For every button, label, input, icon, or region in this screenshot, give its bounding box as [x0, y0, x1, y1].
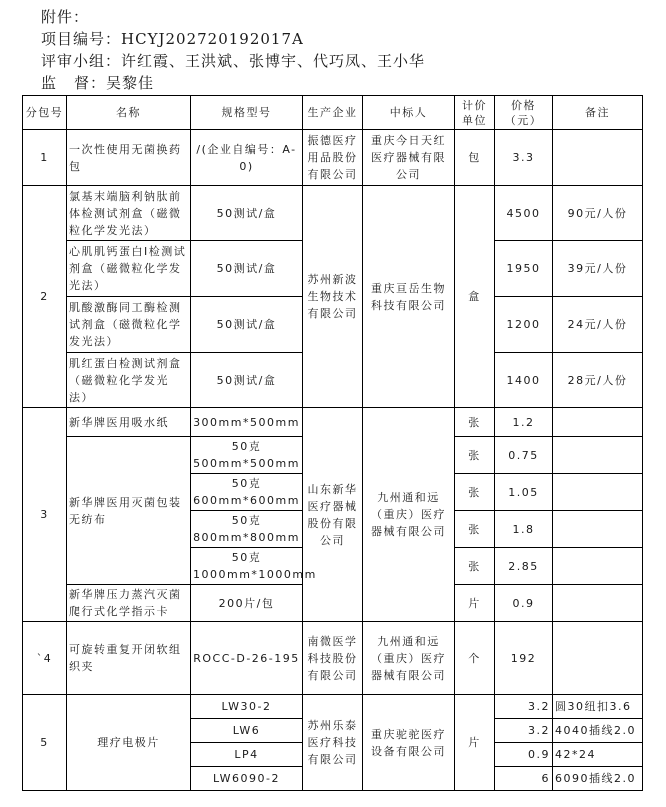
item-spec: 50测试/盒 — [191, 297, 303, 353]
spec-weight: 50克 — [231, 514, 262, 527]
review-group-label: 评审小组： — [41, 52, 122, 70]
spec-size: 600mm*600mm — [193, 494, 300, 507]
item-note: 圆30纽扣3.6 — [553, 695, 643, 719]
item-spec — [191, 437, 303, 474]
item-maker: 苏州乐泰医疗科技有限公司 — [303, 695, 363, 791]
item-winner: 九州通和远（重庆）医疗器械有限公司 — [363, 408, 455, 622]
header-winner: 中标人 — [363, 96, 455, 130]
header-maker: 生产企业 — [303, 96, 363, 130]
spec-size: 800mm*800mm — [193, 531, 300, 544]
document-header — [41, 6, 425, 94]
item-name: 新华牌医用灭菌包装无纺布 — [67, 437, 191, 585]
item-winner: 重庆今日天红医疗器械有限公司 — [363, 130, 455, 186]
item-note: 4040插线2.0 — [553, 719, 643, 743]
item-winner: 九州通和远（重庆）医疗器械有限公司 — [363, 622, 455, 695]
header-name: 名称 — [67, 96, 191, 130]
spec-size: 1000mm*1000mm — [193, 568, 317, 581]
table-header-row — [23, 96, 643, 130]
project-number-label: 项目编号： — [41, 30, 122, 48]
item-price: 1.05 — [495, 474, 553, 511]
package-no: 3 — [23, 408, 67, 622]
item-spec: 50测试/盒 — [191, 241, 303, 297]
item-spec: /(企业自编号：A-0) — [191, 130, 303, 186]
item-unit: 张 — [455, 548, 495, 585]
item-price: 192 — [495, 622, 553, 695]
item-name: 肌红蛋白检测试剂盒（磁微粒化学发光法） — [67, 353, 191, 408]
spec-size: 500mm*500mm — [193, 457, 300, 470]
table-row — [23, 622, 643, 695]
project-number: HCYJ202720192017A — [121, 30, 304, 48]
item-spec: 50测试/盒 — [191, 353, 303, 408]
header-note: 备注 — [553, 96, 643, 130]
spec-weight: 50克 — [231, 477, 262, 490]
item-price: 0.9 — [495, 743, 553, 767]
item-note: 6090插线2.0 — [553, 767, 643, 791]
item-unit: 张 — [455, 408, 495, 437]
item-note — [553, 585, 643, 622]
item-price: 3.2 — [495, 719, 553, 743]
item-spec: 300mm*500mm — [191, 408, 303, 437]
item-spec: ROCC-D-26-195 — [191, 622, 303, 695]
table-row — [23, 695, 643, 719]
package-no: 1 — [23, 130, 67, 186]
package-no: 5 — [23, 695, 67, 791]
header-package-no: 分包号 — [23, 96, 67, 130]
item-price: 4500 — [495, 186, 553, 241]
item-spec: 200片/包 — [191, 585, 303, 622]
item-note — [553, 130, 643, 186]
item-price: 1400 — [495, 353, 553, 408]
header-price: 价格（元） — [495, 96, 553, 130]
item-name: 理疗电极片 — [67, 695, 191, 791]
spec-weight: 50克 — [231, 551, 262, 564]
item-unit: 张 — [455, 474, 495, 511]
item-name: 新华牌医用吸水纸 — [67, 408, 191, 437]
item-note — [553, 408, 643, 437]
item-note — [553, 548, 643, 585]
bid-result-table — [22, 95, 643, 791]
item-note: 24元/人份 — [553, 297, 643, 353]
review-group-line — [41, 50, 425, 72]
item-note: 90元/人份 — [553, 186, 643, 241]
item-note — [553, 511, 643, 548]
package-no: `4 — [23, 622, 67, 695]
item-note — [553, 437, 643, 474]
item-maker: 山东新华医疗器械股份有限公司 — [303, 408, 363, 622]
supervisor-label-part2: 督： — [74, 74, 107, 92]
item-maker: 苏州新波生物技术有限公司 — [303, 186, 363, 408]
attachment-label: 附件： — [41, 8, 90, 26]
item-price: 3.3 — [495, 130, 553, 186]
package-no: 2 — [23, 186, 67, 408]
item-note: 42*24 — [553, 743, 643, 767]
item-maker: 南微医学科技股份有限公司 — [303, 622, 363, 695]
supervisor-name: 吴黎佳 — [106, 74, 155, 92]
item-price: 6 — [495, 767, 553, 791]
item-price: 1.8 — [495, 511, 553, 548]
item-price: 3.2 — [495, 695, 553, 719]
item-unit: 包 — [455, 130, 495, 186]
item-unit: 个 — [455, 622, 495, 695]
item-name: 肌酸激酶同工酶检测试剂盒（磁微粒化学发光法） — [67, 297, 191, 353]
item-price: 1950 — [495, 241, 553, 297]
item-price: 0.75 — [495, 437, 553, 474]
item-name: 新华牌压力蒸汽灭菌爬行式化学指示卡 — [67, 585, 191, 622]
project-number-line — [41, 28, 425, 50]
item-unit: 盒 — [455, 186, 495, 408]
supervisor-label-part1: 监 — [41, 74, 75, 92]
item-price: 2.85 — [495, 548, 553, 585]
table-row — [23, 186, 643, 241]
item-note — [553, 622, 643, 695]
item-name: 氯基末端脑利钠肽前体检测试剂盒（磁微粒化学发光法） — [67, 186, 191, 241]
table-row — [23, 408, 643, 437]
item-price: 1200 — [495, 297, 553, 353]
item-winner: 重庆驼驼医疗设备有限公司 — [363, 695, 455, 791]
spec-weight: 50克 — [231, 440, 262, 453]
header-spec: 规格型号 — [191, 96, 303, 130]
item-spec — [191, 511, 303, 548]
item-spec: LW6090-2 — [191, 767, 303, 791]
supervisor-line — [41, 72, 425, 94]
item-spec — [191, 548, 317, 585]
item-spec — [191, 474, 303, 511]
item-spec: LP4 — [191, 743, 303, 767]
table-row — [23, 130, 643, 186]
item-unit: 片 — [455, 695, 495, 791]
item-name: 可旋转重复开闭软组织夹 — [67, 622, 191, 695]
item-note: 28元/人份 — [553, 353, 643, 408]
item-price: 0.9 — [495, 585, 553, 622]
item-unit: 张 — [455, 511, 495, 548]
item-price: 1.2 — [495, 408, 553, 437]
review-group-members: 许红霞、王洪斌、张博宇、代巧凤、王小华 — [121, 52, 426, 70]
item-winner: 重庆亘岳生物科技有限公司 — [363, 186, 455, 408]
header-unit: 计价单位 — [455, 96, 495, 130]
item-spec: LW30-2 — [191, 695, 303, 719]
item-note: 39元/人份 — [553, 241, 643, 297]
item-note — [553, 474, 643, 511]
item-name: 心肌肌钙蛋白I检测试剂盒（磁微粒化学发光法） — [67, 241, 191, 297]
item-unit: 张 — [455, 437, 495, 474]
item-spec: LW6 — [191, 719, 303, 743]
item-maker: 振德医疗用品股份有限公司 — [303, 130, 363, 186]
item-spec: 50测试/盒 — [191, 186, 303, 241]
item-unit: 片 — [455, 585, 495, 622]
item-name: 一次性使用无菌换药包 — [67, 130, 191, 186]
